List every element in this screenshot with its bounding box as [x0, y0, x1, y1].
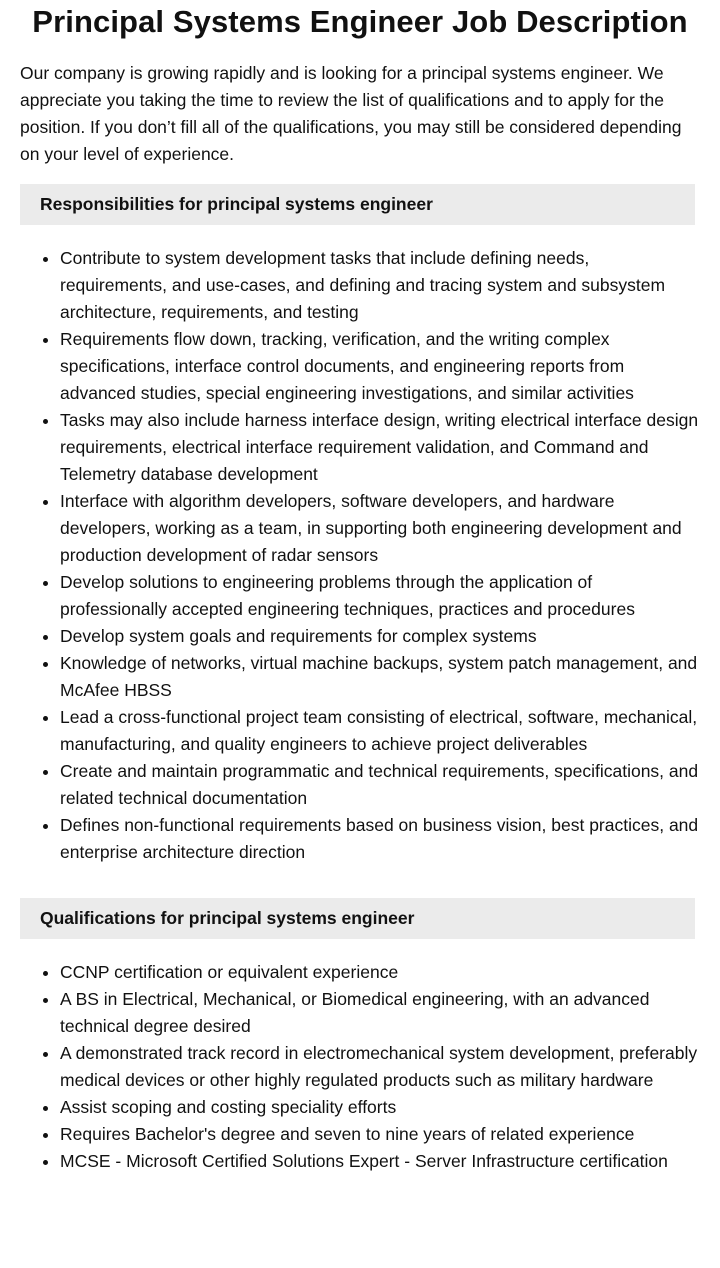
list-item: • A demonstrated track record in electromechanical system development, preferably medical devices or other highly regulated products such as military hardware [60, 1040, 700, 1094]
list-item: • CCNP certification or equivalent experience [60, 959, 700, 986]
intro-paragraph: Our company is growing rapidly and is looking for a principal systems engineer. We appreciate you taking the time to review the list of qualifications and to apply for the position. If you don’t fill all of the qualifications, you may still be considered depending on your level of experience. [20, 63, 682, 164]
list-item: • Contribute to system development tasks that include defining needs, requirements, and use-cases, and defining and tracing system and subsystem architecture, requirements, and testing [60, 245, 700, 326]
qualifications-list [20, 959, 700, 1175]
page-title: Principal Systems Engineer Job Description [32, 4, 688, 39]
responsibilities-heading: Responsibilities for principal systems engineer [20, 184, 695, 225]
list-item: • Defines non-functional requirements based on business vision, best practices, and enterprise architecture direction [60, 812, 700, 866]
list-item: • Requirements flow down, tracking, verification, and the writing complex specifications, interface control documents, and engineering reports from advanced studies, special engineering investigations, and similar activities [60, 326, 700, 407]
list-item: • Lead a cross-functional project team consisting of electrical, software, mechanical, manufacturing, and quality engineers to achieve project deliverables [60, 704, 700, 758]
responsibilities-list [20, 245, 700, 866]
list-item: • Develop solutions to engineering problems through the application of professionally accepted engineering techniques, practices and procedures [60, 569, 700, 623]
list-item: • Requires Bachelor's degree and seven to nine years of related experience [60, 1121, 700, 1148]
list-item: • Knowledge of networks, virtual machine backups, system patch management, and McAfee HBSS [60, 650, 700, 704]
list-item: • Tasks may also include harness interface design, writing electrical interface design requirements, electrical interface requirement validation, and Command and Telemetry database development [60, 407, 700, 488]
list-item: • A BS in Electrical, Mechanical, or Biomedical engineering, with an advanced technical degree desired [60, 986, 700, 1040]
list-item: • Assist scoping and costing speciality efforts [60, 1094, 700, 1121]
list-item: • MCSE - Microsoft Certified Solutions Expert - Server Infrastructure certification [60, 1148, 700, 1175]
qualifications-heading: Qualifications for principal systems engineer [20, 898, 695, 939]
list-item: • Create and maintain programmatic and technical requirements, specifications, and related technical documentation [60, 758, 700, 812]
list-item: • Interface with algorithm developers, software developers, and hardware developers, working as a team, in supporting both engineering development and production development of radar sensors [60, 488, 700, 569]
list-item: • Develop system goals and requirements for complex systems [60, 623, 700, 650]
